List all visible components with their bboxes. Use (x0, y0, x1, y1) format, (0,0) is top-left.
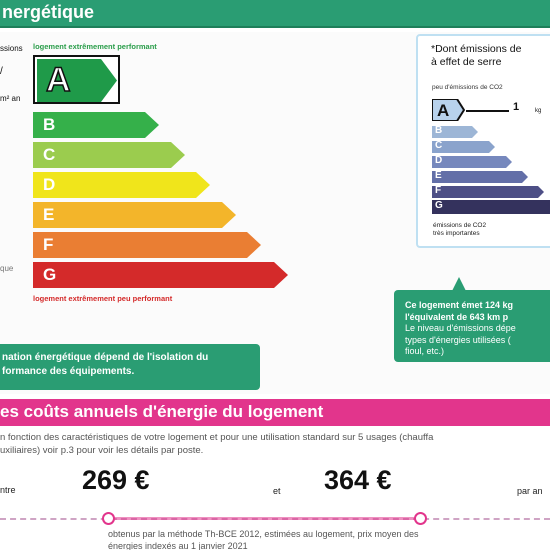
class-letter-g: G (43, 265, 57, 284)
scale-bottom-label: logement extrêmement peu performant (33, 294, 173, 303)
ges-subtitle: peu d'émissions de CO2 (432, 84, 503, 91)
callout-emissions-line2: l'équivalent de 643 km p (405, 311, 509, 322)
costs-range-knob-low (102, 512, 115, 525)
costs-high-value: 364 € (324, 465, 392, 495)
callout-consumption-text (2, 351, 208, 379)
current-class-letter: A (46, 61, 71, 99)
ges-foot-line1: émissions de CO2 (433, 222, 487, 229)
class-letter-d: D (43, 175, 56, 194)
ges-letter-c: C (435, 140, 443, 151)
callout-emissions-line1: Ce logement émet 124 kg (405, 300, 514, 310)
ges-letter-d: D (435, 155, 443, 166)
costs-footnote (108, 528, 419, 550)
class-letter-e: E (43, 205, 55, 224)
costs-desc-line1: n fonction des caractéristiques de votre logement et pour une utilisation standard sur 5 usages (chauffa (0, 432, 434, 443)
ges-class-a-box (432, 99, 465, 121)
side-label-que: que (0, 264, 14, 273)
class-letter-c: C (43, 145, 56, 164)
ges-letter-e: E (435, 170, 442, 181)
callout-right-tail (452, 277, 466, 291)
callout-consumption (0, 344, 260, 390)
costs-range-fill (108, 517, 422, 520)
side-label-emissions: ssions (0, 44, 23, 53)
ges-foot-line2: très importantes (433, 230, 480, 237)
costs-low-value: 269 € (82, 465, 150, 495)
side-label-slash: / (0, 66, 3, 77)
section-header-bar (0, 0, 550, 26)
ges-value: 1 (513, 101, 520, 113)
callout-consumption-line1: nation énergétique dépend de l'isolation du (2, 352, 209, 363)
callout-emissions-line4: types d'énergies utilisées ( (405, 334, 511, 345)
ges-bar-f (432, 185, 544, 197)
scale-top-label: logement extrêmement performant (33, 42, 157, 51)
ges-title-line1: *Dont émissions de (431, 43, 522, 55)
callout-consumption-line2: formance des équipements. (2, 366, 135, 377)
costs-desc-line2: uxiliaires) voir p.3 pour voir les détails par poste. (0, 445, 204, 456)
callout-emissions-line3: Le niveau d'émissions dépe (405, 323, 516, 333)
ges-letter-g: G (435, 200, 443, 211)
ges-current-class: A (437, 101, 450, 120)
costs-entre-label: ntre (0, 485, 16, 495)
ges-bar-g (432, 200, 550, 212)
ges-indicator-line (466, 110, 509, 112)
ges-bar-c (432, 140, 495, 152)
side-label-unit: m² an (0, 94, 21, 103)
ges-bar-b (432, 125, 478, 137)
ges-bar-e (432, 170, 528, 182)
costs-heading: es coûts annuels d'énergie du logement (0, 402, 324, 421)
costs-description (0, 431, 433, 457)
costs-range-knob-high (414, 512, 427, 525)
ges-title (431, 43, 521, 69)
costs-foot-line2: énergies indexés au 1 janvier 2021 (108, 541, 248, 550)
section-title: nergétique (2, 2, 95, 22)
ges-letter-f: F (435, 185, 442, 196)
costs-et-label: et (273, 486, 281, 496)
costs-header-bar (0, 399, 550, 426)
ges-letter-b: B (435, 125, 443, 136)
callout-emissions (394, 290, 550, 362)
costs-foot-line1: obtenus par la méthode Th-BCE 2012, estimées au logement, prix moyen des (108, 529, 419, 539)
callout-emissions-text (405, 300, 516, 358)
ges-footer (433, 222, 486, 238)
callout-emissions-line5: fioul, etc.) (405, 346, 445, 356)
header-underline (0, 26, 550, 28)
ges-unit: kg (535, 108, 542, 114)
class-letter-b: B (43, 115, 56, 134)
ges-title-line2: à effet de serre (431, 56, 502, 68)
class-letter-f: F (43, 235, 54, 254)
costs-per-year-label: par an (517, 486, 543, 496)
ges-bar-d (432, 155, 512, 167)
